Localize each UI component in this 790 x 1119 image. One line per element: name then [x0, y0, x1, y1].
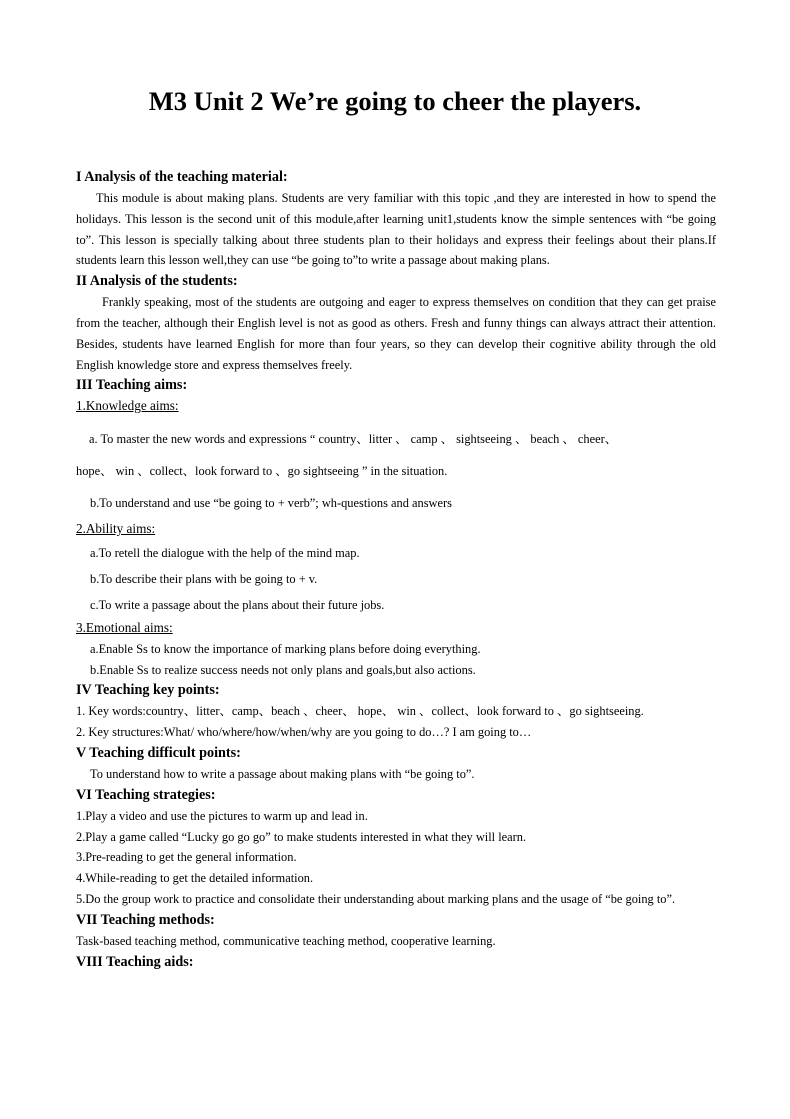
- ability-aims-label-text: 2.Ability aims:: [76, 521, 156, 537]
- document-body: [76, 167, 716, 973]
- ability-aims-label: [76, 519, 716, 540]
- strategy-item: 5.Do the group work to practice and consolidate their understanding about marking plans and the usage of “be going to”.: [76, 891, 676, 906]
- knowledge-aim-a-line1: a. To master the new words and expressions “ country、litter 、 camp 、 sightseeing 、 beach 、 cheer、: [89, 432, 618, 447]
- section-heading-aids: VIII Teaching aids:: [76, 953, 194, 970]
- section-heading-teaching-material: I Analysis of the teaching material:: [76, 169, 288, 185]
- knowledge-aim-a-line2: hope、 win 、collect、look forward to 、go sightseeing ” in the situation.: [76, 464, 448, 479]
- emotional-aim-b: b.Enable Ss to realize success needs not only plans and goals,but also actions.: [90, 662, 476, 677]
- difficult-points-text: To understand how to write a passage about making plans with “be going to”.: [90, 766, 475, 781]
- ability-aim-b: b.To describe their plans with be going to + v.: [90, 571, 318, 586]
- strategy-item: 3.Pre-reading to get the general information.: [76, 850, 297, 865]
- strategy-item: 4.While-reading to get the detailed information.: [76, 871, 314, 886]
- strategy-item: 2.Play a game called “Lucky go go go” to make students interested in what they will learn.: [76, 829, 527, 844]
- ability-aim-c: c.To write a passage about the plans about their future jobs.: [90, 597, 385, 612]
- key-points-item-2: 2. Key structures:What/ who/where/how/when/why are you going to do…? I am going to…: [76, 725, 532, 740]
- key-points-item-1: 1. Key words:country、litter、camp、beach 、cheer、 hope、 win 、collect、look forward to 、go sightseeing.: [76, 704, 644, 719]
- section-heading-methods: VII Teaching methods:: [76, 911, 215, 928]
- ability-aim-a: a.To retell the dialogue with the help of the mind map.: [90, 545, 360, 560]
- knowledge-aims-label: [76, 396, 716, 417]
- section-heading-key-points: IV Teaching key points:: [76, 682, 220, 699]
- emotional-aims-label: [76, 618, 716, 639]
- methods-text: Task-based teaching method, communicative teaching method, cooperative learning.: [76, 933, 496, 948]
- students-paragraph: Frankly speaking, most of the students are outgoing and eager to express themselves on condition that they can get praise from the teacher, although their English level is not as good as others. Fresh and funny things can always attract their attention. Besides, students have learned English for more than four years, so they can develop their cognitive ability through the old English knowledge store and express themselves freely.: [76, 295, 716, 372]
- strategy-item: 1.Play a video and use the pictures to warm up and lead in.: [76, 808, 368, 823]
- section-heading-difficult-points: V Teaching difficult points:: [76, 744, 241, 761]
- teaching-material-paragraph: This module is about making plans. Students are very familiar with this topic ,and they are interested in how to spend the holidays. This lesson is the second unit of this module,after learning unit1,students know the simple sentences with “be going to”. This lesson is specially talking about three students plan to their holidays and express their feelings about their plans.If students learn this lesson well,they can use “be going to”to write a passage about making plans.: [76, 191, 716, 268]
- emotional-aims-label-text: 3.Emotional aims:: [76, 619, 173, 635]
- document-title: M3 Unit 2 We’re going to cheer the players.: [148, 86, 642, 116]
- section-heading-teaching-aims: III Teaching aims:: [76, 377, 188, 394]
- knowledge-aim-b: b.To understand and use “be going to + verb”; wh-questions and answers: [90, 496, 452, 511]
- emotional-aim-a: a.Enable Ss to know the importance of marking plans before doing everything.: [90, 641, 481, 656]
- knowledge-aims-label-text: 1.Knowledge aims:: [76, 398, 179, 414]
- section-heading-strategies: VI Teaching strategies:: [76, 786, 216, 803]
- section-heading-students: II Analysis of the students:: [76, 273, 238, 290]
